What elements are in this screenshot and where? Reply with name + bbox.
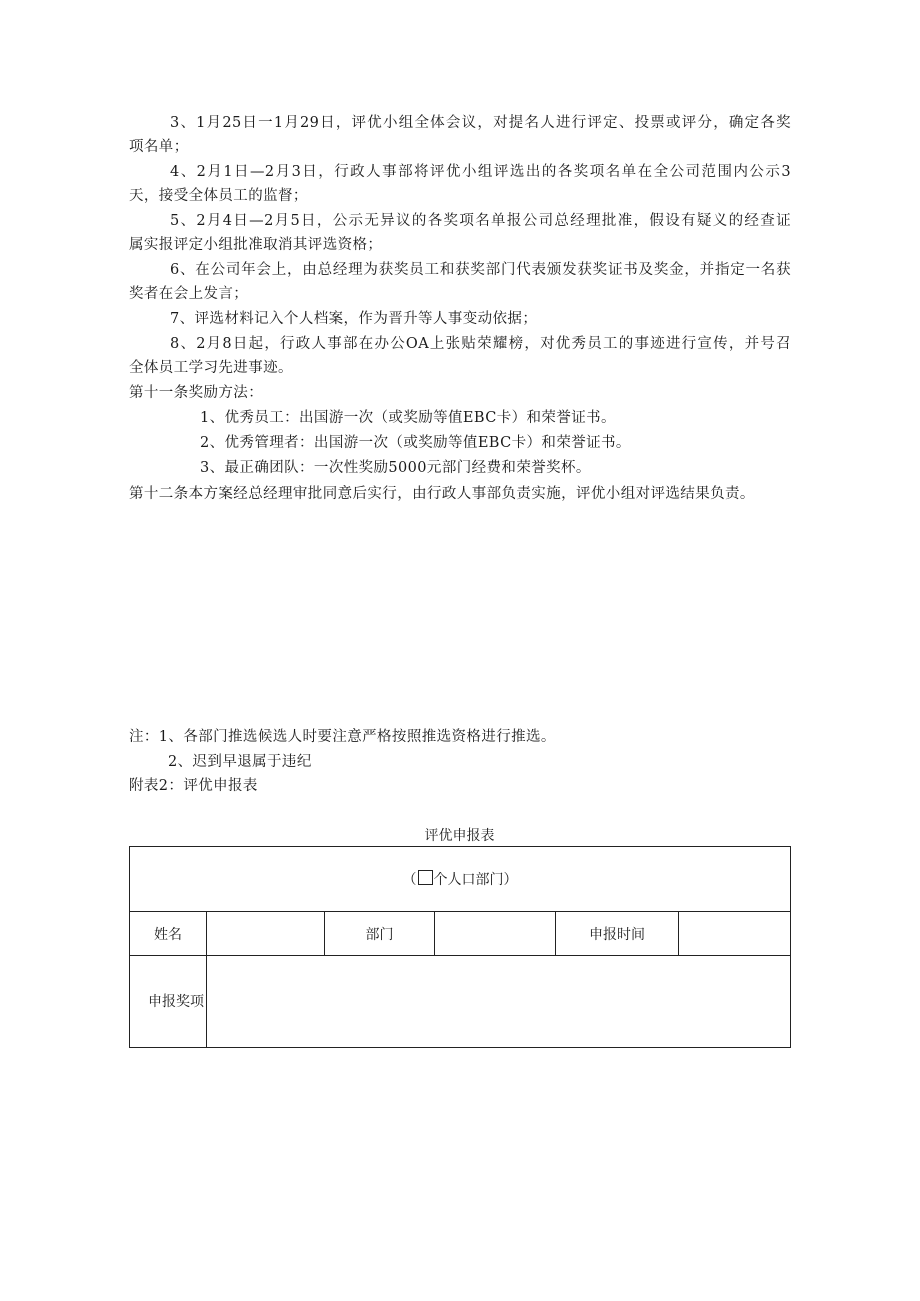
name-field[interactable] [207, 912, 325, 956]
step-3-line-2: 项名单； [129, 139, 189, 155]
step-5-line-1: 5、2月4日—2月5日，公示无异议的各奖项名单报公司总经理批准，假设有疑义的经查证 [170, 213, 791, 229]
reward-item-2: 2、优秀管理者：出国游一次（或奖励等值EBC卡）和荣誉证书。 [200, 435, 631, 451]
step-7-line-1: 7、评选材料记入个人档案，作为晋升等人事变动依据； [170, 311, 538, 327]
checkbox-icon[interactable] [418, 870, 433, 885]
form-title: 评优申报表 [424, 828, 495, 844]
application-type-cell [130, 847, 791, 912]
step-6-line-2: 奖者在会上发言； [129, 286, 249, 302]
type-options: 个人口部门） [433, 872, 518, 888]
appendix-label: 附表2：评优申报表 [129, 778, 258, 794]
step-8-line-1: 8、2月8日起，行政人事部在办公OA上张贴荣耀榜，对优秀员工的事迹进行宣传，并号召 [170, 336, 791, 352]
note-1: 注：1、各部门推选候选人时要注意严格按照推选资格进行推选。 [129, 729, 556, 745]
step-5-line-2: 属实报评定小组批准取消其评选资格； [129, 237, 383, 253]
dept-field[interactable] [435, 912, 556, 956]
reward-item-1: 1、优秀员工：出国游一次（或奖励等值EBC卡）和荣誉证书。 [200, 410, 616, 426]
reward-item-3: 3、最正确团队：一次性奖励5000元部门经费和荣誉奖杯。 [200, 460, 591, 476]
step-4-line-1: 4、2月1日—2月3日，行政人事部将评优小组评选出的各奖项名单在全公司范围内公示3 [170, 164, 791, 180]
article-12: 第十二条本方案经总经理审批同意后实行，由行政人事部负责实施，评优小组对评选结果负责。 [129, 486, 755, 502]
dept-label: 部门 [325, 912, 435, 956]
step-8-line-2: 全体员工学习先进事迹。 [129, 360, 293, 376]
step-4-line-2: 天，接受全体员工的监督； [129, 188, 308, 204]
award-field[interactable] [207, 956, 791, 1048]
award-label: 申报奖项 [130, 956, 207, 1048]
step-6-line-1: 6、在公司年会上，由总经理为获奖员工和获奖部门代表颁发获奖证书及奖金，并指定一名获 [170, 262, 791, 278]
time-field[interactable] [679, 912, 791, 956]
note-2: 2、迟到早退属于违纪 [168, 754, 312, 770]
type-open-paren: （ [402, 872, 417, 888]
article-11-heading: 第十一条奖励方法： [129, 385, 264, 401]
step-3-line-1: 3、1月25日一1月29日，评优小组全体会议，对提名人进行评定、投票或评分，确定各奖 [170, 115, 791, 131]
application-form [129, 846, 791, 1048]
name-label: 姓名 [130, 912, 207, 956]
time-label: 申报时间 [556, 912, 679, 956]
